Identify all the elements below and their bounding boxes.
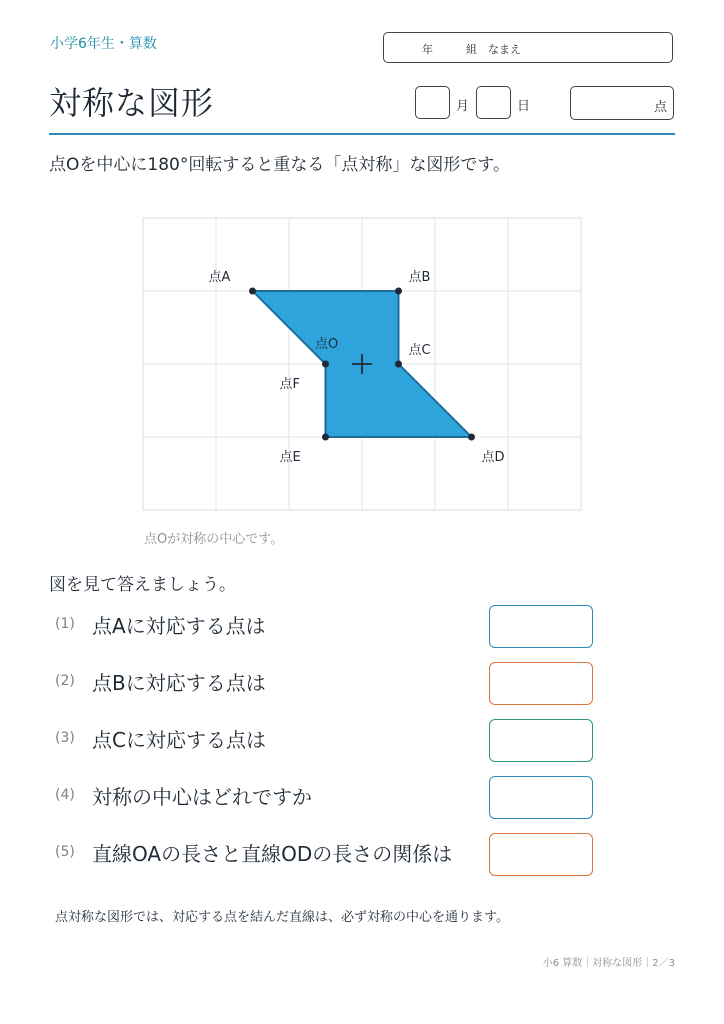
- summary-note: 点対称な図形では、対応する点を結んだ直線は、必ず対称の中心を通ります。: [55, 910, 509, 925]
- vertex-point-f: [322, 361, 329, 368]
- vertex-point-a: [249, 288, 256, 295]
- question-text: 直線OAの長さと直線ODの長さの関係は: [92, 842, 453, 866]
- question-number: (4): [55, 787, 75, 803]
- header-divider: [49, 133, 675, 135]
- answer-box-5[interactable]: [489, 833, 593, 876]
- month-label: 月: [456, 99, 470, 114]
- question-number: (1): [55, 616, 75, 632]
- score-box[interactable]: [570, 86, 674, 120]
- question-row: [55, 605, 595, 649]
- question-number: (2): [55, 673, 75, 689]
- grade-subject-label: 小学6年生・算数: [50, 36, 157, 52]
- answer-box-1[interactable]: [489, 605, 593, 648]
- page-footer: 小6 算数｜対称な図形｜2／3: [542, 958, 675, 969]
- question-number: (5): [55, 844, 75, 860]
- answer-box-4[interactable]: [489, 776, 593, 819]
- vertex-label-c: 点C: [408, 343, 431, 358]
- score-label: 点: [653, 100, 667, 115]
- month-box[interactable]: [415, 86, 450, 119]
- figure-svg: [140, 215, 585, 515]
- intro-text: 点Oを中心に180°回転すると重なる「点対称」な図形です。: [49, 155, 510, 175]
- figure-caption: 点Oが対称の中心です。: [144, 532, 284, 547]
- vertex-label-d: 点D: [481, 450, 505, 465]
- question-number: (3): [55, 730, 75, 746]
- question-row: [55, 776, 595, 820]
- symmetry-figure: [140, 215, 585, 519]
- class-label: 組: [466, 43, 477, 56]
- vertex-point-e: [322, 434, 329, 441]
- question-text: 点Aに対応する点は: [92, 614, 266, 638]
- name-label: なまえ: [488, 43, 521, 56]
- vertex-point-c: [395, 361, 402, 368]
- vertex-point-d: [468, 434, 475, 441]
- answer-box-2[interactable]: [489, 662, 593, 705]
- vertex-label-f: 点F: [279, 377, 300, 392]
- page-title: 対称な図形: [49, 84, 215, 122]
- questions-heading: 図を見て答えましょう。: [49, 575, 236, 595]
- answer-box-3[interactable]: [489, 719, 593, 762]
- day-box[interactable]: [476, 86, 511, 119]
- vertex-label-a: 点A: [208, 270, 231, 285]
- name-box[interactable]: [383, 32, 673, 63]
- question-text: 点Bに対応する点は: [92, 671, 266, 695]
- vertex-point-b: [395, 288, 402, 295]
- vertex-label-b: 点B: [408, 270, 431, 285]
- center-label: 点O: [315, 337, 339, 352]
- question-row: [55, 719, 595, 763]
- question-text: 対称の中心はどれですか: [92, 785, 312, 809]
- question-text: 点Cに対応する点は: [92, 728, 266, 752]
- day-label: 日: [517, 99, 531, 114]
- vertex-label-e: 点E: [279, 450, 301, 465]
- year-label: 年: [422, 43, 433, 56]
- question-row: [55, 662, 595, 706]
- question-row: [55, 833, 595, 877]
